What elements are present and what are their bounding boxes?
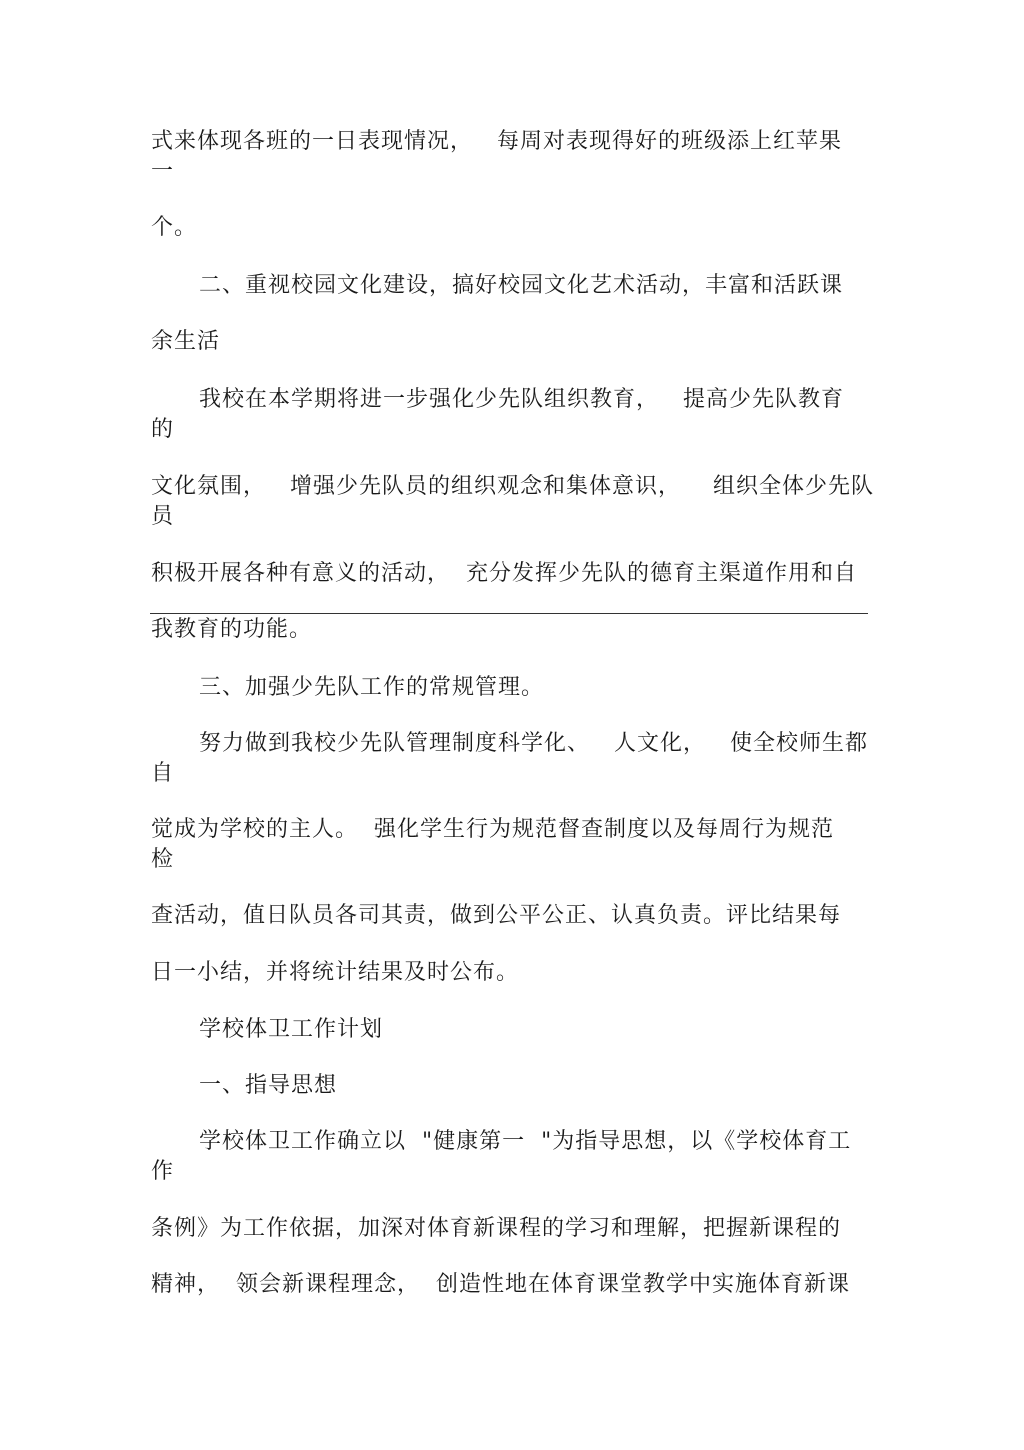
section-heading: 一、指导思想: [199, 1073, 338, 1098]
text-line: 学校体卫工作确立以 "健康第一 "为指导思想，以《学校体育工: [199, 1129, 852, 1154]
text-line: 一: [151, 159, 175, 184]
text-line: 个。: [151, 215, 198, 240]
text-line: 努力做到我校少先队管理制度科学化、 人文化， 使全校师生都: [199, 731, 868, 756]
text-line: 日一小结，并将统计结果及时公布。: [151, 960, 520, 985]
text-line: 余生活: [151, 329, 221, 354]
text-line: 自: [151, 761, 175, 786]
document-title: 学校体卫工作计划: [199, 1017, 384, 1042]
text-line: 觉成为学校的主人。 强化学生行为规范督查制度以及每周行为规范: [151, 817, 834, 842]
text-line: 的: [151, 417, 175, 442]
section-heading: 三、加强少先队工作的常规管理。: [199, 675, 545, 700]
text-line: 条例》为工作依据，加深对体育新课程的学习和理解，把握新课程的: [151, 1216, 842, 1241]
text-line: 式来体现各班的一日表现情况， 每周对表现得好的班级添上红苹果: [151, 129, 842, 154]
text-line: 积极开展各种有意义的活动， 充分发挥少先队的德育主渠道作用和自: [151, 561, 857, 586]
text-line: 我校在本学期将进一步强化少先队组织教育， 提高少先队教育: [199, 387, 844, 412]
horizontal-rule: [150, 613, 868, 614]
text-line: 作: [151, 1159, 175, 1184]
text-line: 文化氛围， 增强少先队员的组织观念和集体意识， 组织全体少先队: [151, 474, 874, 499]
text-line: 精神， 领会新课程理念， 创造性地在体育课堂教学中实施体育新课: [151, 1272, 850, 1297]
section-heading: 二、重视校园文化建设，搞好校园文化艺术活动，丰富和活跃课: [199, 273, 844, 298]
text-line: 员: [151, 504, 175, 529]
text-line: 我教育的功能。: [151, 617, 313, 642]
text-line: 查活动，值日队员各司其责，做到公平公正、认真负责。评比结果每: [151, 903, 842, 928]
text-line: 检: [151, 847, 175, 872]
